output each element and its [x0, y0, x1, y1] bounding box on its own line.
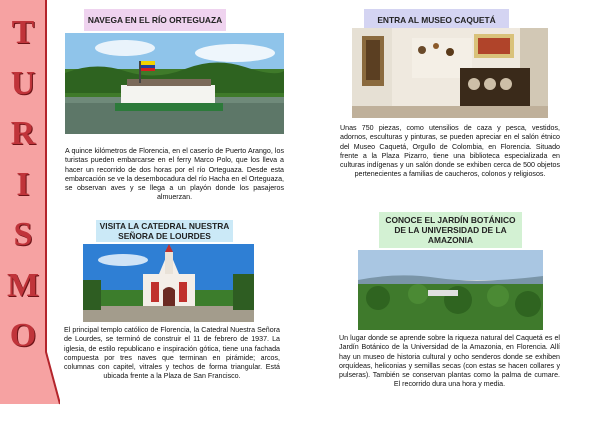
- card-text-jardin: Un lugar donde se aprende sobre la riqueza natural del Caquetá es el Jardín Botánico de la Universidad de la Amazonia, en Florencia. Allí hay un museo de historia cultural y ocho senderos donde se exhiben orquídeas, heliconias y semillas secas (con estas se hacen collares y pulseras). También se conservan plantas como la palma de cumare. El recorrido dura una hora y media.: [339, 334, 560, 389]
- museum-interior-photo: [352, 28, 548, 118]
- card-title-jardin: CONOCE EL JARDÍN BOTÁNICO DE LA UNIVERSIDAD DE LA AMAZONIA: [379, 212, 522, 248]
- banner-word-turismo: [0, 8, 46, 362]
- banner-letter: S: [13, 216, 33, 253]
- banner-letter: T: [11, 14, 35, 51]
- card-text-museo: Unas 750 piezas, como utensilios de caza y pesca, vestidos, adornos, esculturas y pinturas, se pueden apreciar en el salón étnico del Museo Caquetá, Orgullo de Colombia, en Florencia. Situado frente a la Plaza Pizarro, tiene una biblioteca especializada en culturas indígenas y un salón donde se exhiben cerca de 500 objetos pertenecientes a familias de caucheros, colonos y religiosos.: [340, 124, 560, 179]
- card-title-museo: ENTRA AL MUSEO CAQUETÁ: [364, 9, 509, 31]
- banner-letter: O: [9, 317, 37, 354]
- card-title-catedral: VISITA LA CATEDRAL NUESTRA SEÑORA DE LOURDES: [96, 220, 233, 242]
- banner-letter: U: [10, 64, 36, 102]
- side-banner: [0, 0, 60, 424]
- river-ferry-photo: [65, 33, 284, 134]
- cathedral-photo: [83, 244, 254, 322]
- card-text-catedral: El principal templo católico de Florencia, la Catedral Nuestra Señora de Lourdes, se terminó de construir el 11 de febrero de 1937. La iglesia, de estilo republicano e inspiración gótica, tiene una fachada compuesta por tres naves que terminan en pirámide; arcos, columnas con capitel, vitrales y techos de forma triangular. Está ubicada frente a la Plaza de San Francisco.: [64, 326, 280, 381]
- banner-letter: R: [10, 115, 36, 152]
- banner-letter: M: [6, 266, 40, 304]
- card-text-rio: A quince kilómetros de Florencia, en el caserío de Puerto Arango, los turistas pueden embarcarse en el ferry Marco Polo, que los lleva a hacer un recorrido de dos horas por el río Orteguaza. Desde esta embarcación se ve la desembocadura del río Hacha en el Orteguaza, se observan aves y se llega a un playón donde los pasajeros almuerzan.: [65, 147, 284, 202]
- botanical-garden-photo: [358, 250, 543, 330]
- card-title-rio: NAVEGA EN EL RÍO ORTEGUAZA: [84, 9, 226, 31]
- banner-letter: I: [16, 165, 30, 203]
